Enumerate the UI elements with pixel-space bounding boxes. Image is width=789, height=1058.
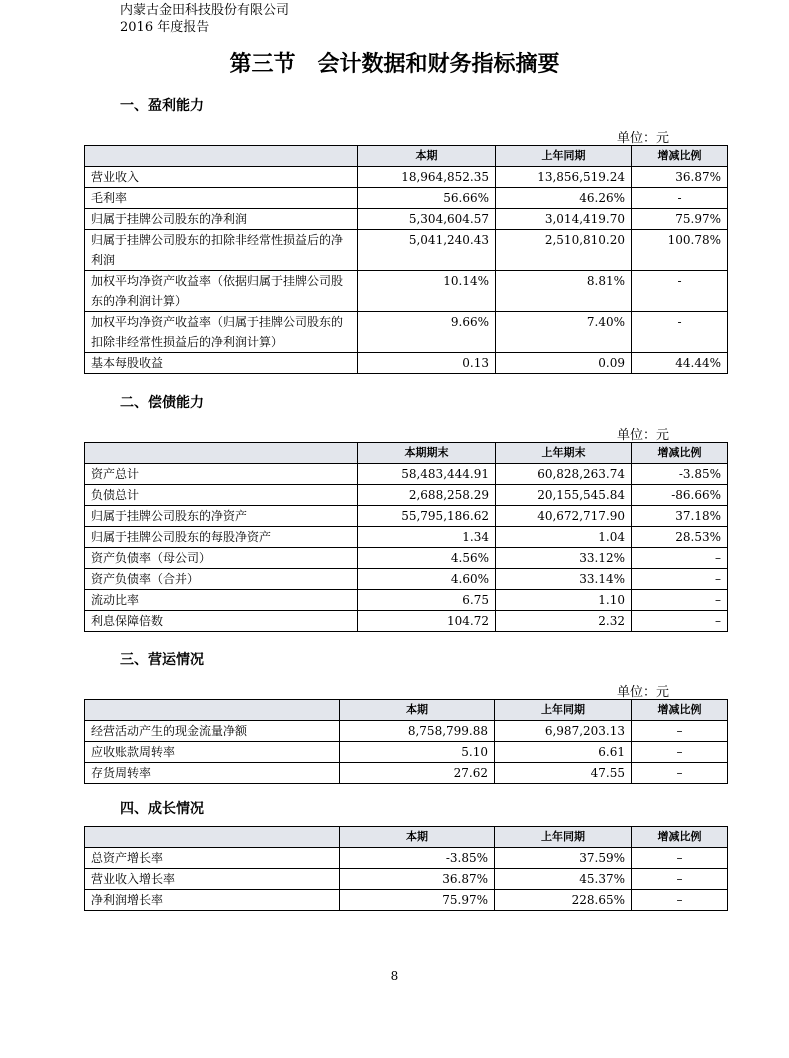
table-row (85, 188, 728, 209)
cell-change: 44.44% (632, 353, 728, 374)
cell-change: 100.78% (632, 230, 728, 271)
cell-value: 5,304,604.57 (358, 209, 496, 230)
page-number: 8 (390, 969, 399, 983)
cell-value: 36.87% (340, 869, 495, 890)
row-label: 利息保障倍数 (85, 611, 358, 632)
cell-value: 4.56% (358, 548, 496, 569)
solvency-table (84, 442, 728, 632)
unit-label: 单位：元 (617, 685, 670, 700)
cell-value: 4.60% (358, 569, 496, 590)
table-row (85, 464, 728, 485)
row-label: 资产总计 (85, 464, 358, 485)
table-row (85, 230, 728, 271)
table-row (85, 590, 728, 611)
cell-change: – (632, 869, 728, 890)
cell-change: 75.97% (632, 209, 728, 230)
table-row (85, 527, 728, 548)
cell-change: – (632, 890, 728, 911)
cell-change: – (632, 742, 728, 763)
section-heading-operations: 三、营运情况 (120, 652, 204, 668)
cell-value: 1.34 (358, 527, 496, 548)
row-label: 归属于挂牌公司股东的扣除非经常性损益后的净利润 (85, 230, 358, 271)
table-row (85, 611, 728, 632)
row-label: 营业收入增长率 (85, 869, 340, 890)
cell-value: 6.61 (495, 742, 632, 763)
table-header-row (85, 700, 728, 721)
cell-change: – (632, 548, 728, 569)
section-heading-solvency: 二、偿债能力 (120, 395, 204, 411)
cell-value: 7.40% (496, 312, 632, 353)
cell-value: 8,758,799.88 (340, 721, 495, 742)
cell-value: 5,041,240.43 (358, 230, 496, 271)
cell-value: -3.85% (340, 848, 495, 869)
table-header-row (85, 146, 728, 167)
cell-value: 47.55 (495, 763, 632, 784)
cell-value: 6,987,203.13 (495, 721, 632, 742)
cell-value: 58,483,444.91 (358, 464, 496, 485)
table-row (85, 848, 728, 869)
cell-value: 2.32 (496, 611, 632, 632)
row-label: 应收账款周转率 (85, 742, 340, 763)
cell-value: 33.12% (496, 548, 632, 569)
header-cell: 上年同期 (495, 827, 632, 848)
row-label: 存货周转率 (85, 763, 340, 784)
table-row (85, 548, 728, 569)
operations-table (84, 699, 728, 784)
cell-value: 75.97% (340, 890, 495, 911)
row-label: 归属于挂牌公司股东的净资产 (85, 506, 358, 527)
header-cell: 本期 (358, 146, 496, 167)
company-name: 内蒙古金田科技股份有限公司 (120, 3, 290, 18)
cell-value: 2,688,258.29 (358, 485, 496, 506)
table-row (85, 763, 728, 784)
cell-value: 10.14% (358, 271, 496, 312)
cell-change: – (632, 611, 728, 632)
row-label: 基本每股收益 (85, 353, 358, 374)
cell-change: 36.87% (632, 167, 728, 188)
page-title: 第三节 会计数据和财务指标摘要 (229, 52, 560, 77)
table-row (85, 506, 728, 527)
table-row (85, 721, 728, 742)
row-label: 经营活动产生的现金流量净额 (85, 721, 340, 742)
cell-value: 1.04 (496, 527, 632, 548)
row-label: 负债总计 (85, 485, 358, 506)
cell-value: 27.62 (340, 763, 495, 784)
cell-value: 8.81% (496, 271, 632, 312)
table-row (85, 569, 728, 590)
row-label: 归属于挂牌公司股东的每股净资产 (85, 527, 358, 548)
row-label: 资产负债率（母公司） (85, 548, 358, 569)
cell-change: – (632, 848, 728, 869)
cell-change: – (632, 721, 728, 742)
row-label: 归属于挂牌公司股东的净利润 (85, 209, 358, 230)
row-label: 流动比率 (85, 590, 358, 611)
row-label: 加权平均净资产收益率（归属于挂牌公司股东的扣除非经常性损益后的净利润计算） (85, 312, 358, 353)
row-label: 毛利率 (85, 188, 358, 209)
table-row (85, 890, 728, 911)
table-row (85, 485, 728, 506)
cell-value: 37.59% (495, 848, 632, 869)
table-row (85, 271, 728, 312)
header-cell (85, 146, 358, 167)
header-cell (85, 700, 340, 721)
cell-value: 0.13 (358, 353, 496, 374)
table-row (85, 869, 728, 890)
header-cell: 上年期末 (496, 443, 632, 464)
table-row (85, 353, 728, 374)
cell-value: 56.66% (358, 188, 496, 209)
profitability-table (84, 145, 728, 374)
report-year: 2016 年度报告 (120, 20, 210, 35)
cell-value: 2,510,810.20 (496, 230, 632, 271)
table-row (85, 312, 728, 353)
cell-change: – (632, 763, 728, 784)
cell-value: 9.66% (358, 312, 496, 353)
cell-value: 5.10 (340, 742, 495, 763)
cell-value: 1.10 (496, 590, 632, 611)
cell-change: – (632, 569, 728, 590)
table-header-row (85, 443, 728, 464)
header-cell: 本期 (340, 827, 495, 848)
cell-value: 18,964,852.35 (358, 167, 496, 188)
header-cell: 本期 (340, 700, 495, 721)
cell-change: - (632, 271, 728, 312)
cell-value: 3,014,419.70 (496, 209, 632, 230)
cell-value: 228.65% (495, 890, 632, 911)
cell-value: 46.26% (496, 188, 632, 209)
unit-label: 单位：元 (617, 131, 670, 146)
cell-value: 0.09 (496, 353, 632, 374)
header-cell: 增减比例 (632, 443, 728, 464)
row-label: 营业收入 (85, 167, 358, 188)
row-label: 总资产增长率 (85, 848, 340, 869)
section-heading-growth: 四、成长情况 (120, 801, 204, 817)
row-label: 资产负债率（合并） (85, 569, 358, 590)
header-cell (85, 827, 340, 848)
header-cell: 上年同期 (496, 146, 632, 167)
cell-value: 13,856,519.24 (496, 167, 632, 188)
cell-value: 55,795,186.62 (358, 506, 496, 527)
cell-value: 60,828,263.74 (496, 464, 632, 485)
header-cell (85, 443, 358, 464)
header-cell: 增减比例 (632, 827, 728, 848)
table-row (85, 167, 728, 188)
cell-change: 37.18% (632, 506, 728, 527)
table-row (85, 742, 728, 763)
header-cell: 增减比例 (632, 146, 728, 167)
header-cell: 增减比例 (632, 700, 728, 721)
cell-value: 104.72 (358, 611, 496, 632)
cell-change: - (632, 188, 728, 209)
cell-change: -3.85% (632, 464, 728, 485)
header-cell: 本期期末 (358, 443, 496, 464)
cell-change: – (632, 590, 728, 611)
cell-value: 40,672,717.90 (496, 506, 632, 527)
row-label: 净利润增长率 (85, 890, 340, 911)
cell-value: 33.14% (496, 569, 632, 590)
header-cell: 上年同期 (495, 700, 632, 721)
table-header-row (85, 827, 728, 848)
growth-table (84, 826, 728, 911)
cell-value: 6.75 (358, 590, 496, 611)
section-heading-profitability: 一、盈利能力 (120, 98, 204, 114)
unit-label: 单位：元 (617, 428, 670, 443)
cell-value: 45.37% (495, 869, 632, 890)
table-row (85, 209, 728, 230)
cell-change: 28.53% (632, 527, 728, 548)
cell-value: 20,155,545.84 (496, 485, 632, 506)
cell-change: -86.66% (632, 485, 728, 506)
cell-change: - (632, 312, 728, 353)
row-label: 加权平均净资产收益率（依据归属于挂牌公司股东的净利润计算） (85, 271, 358, 312)
